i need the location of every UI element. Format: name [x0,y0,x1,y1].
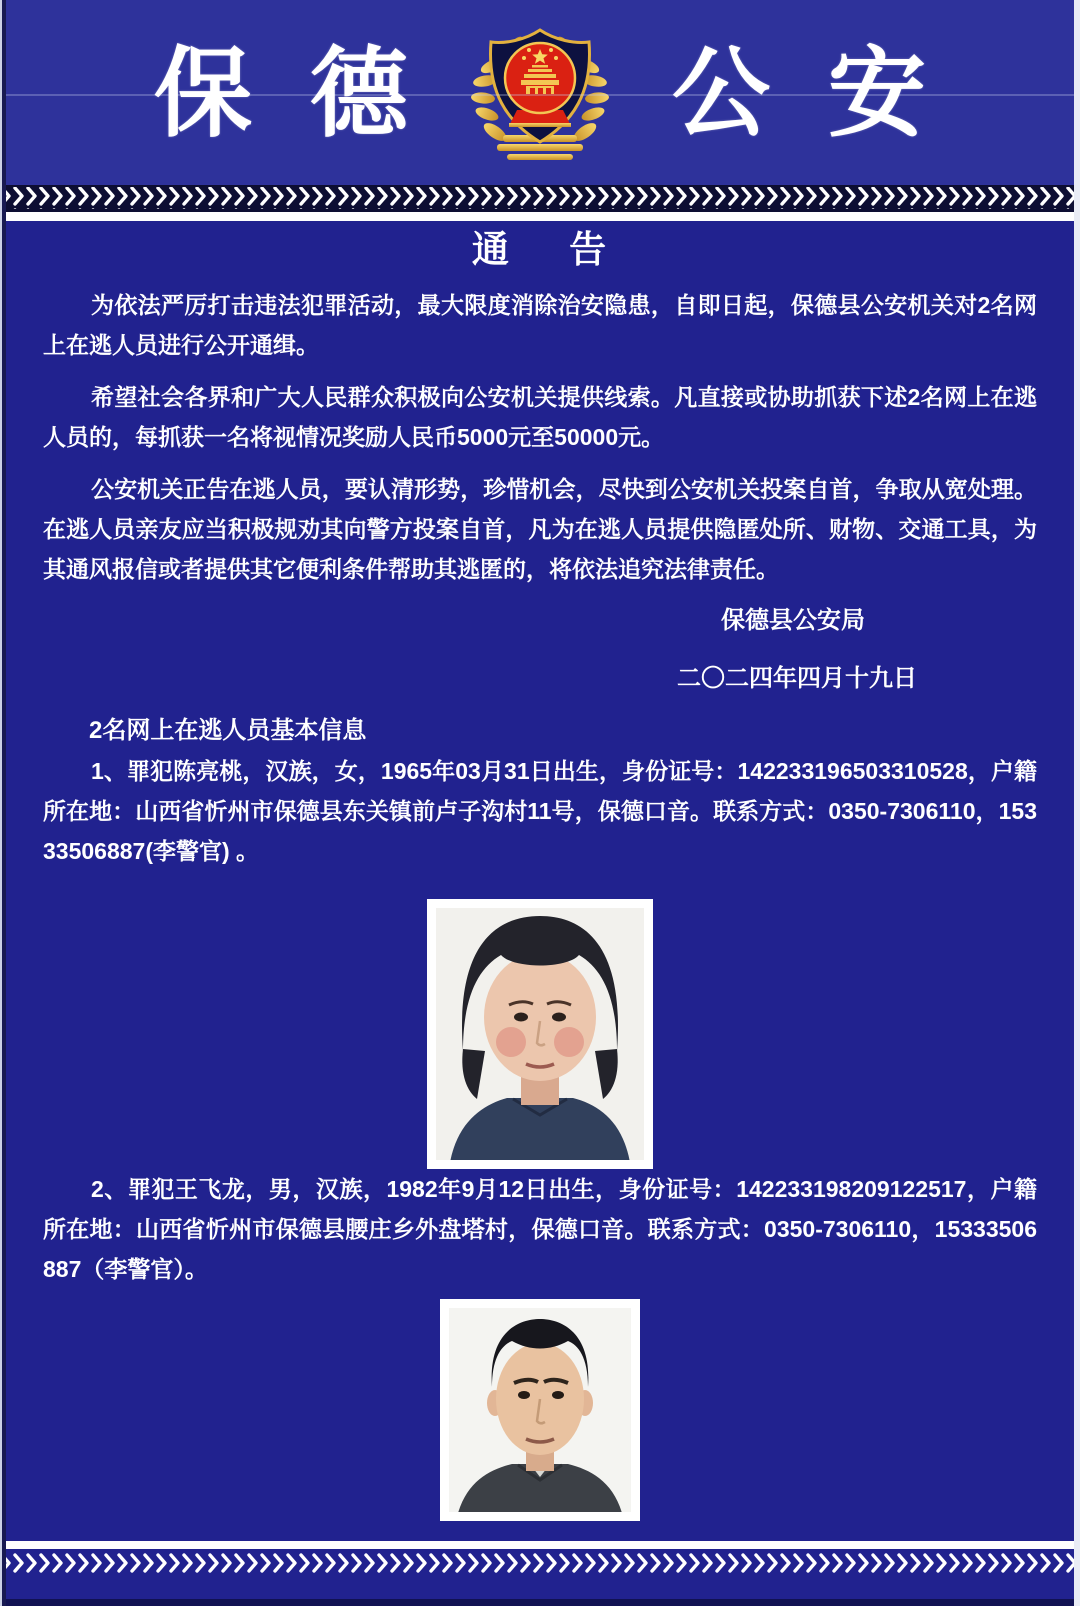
female-suspect-id-photo [427,899,653,1169]
notice-paragraph-2: 希望社会各界和广大人民群众积极向公安机关提供线索。凡直接或协助抓获下述2名网上在逃人员的，每抓获一名将视情况奖励人民币5000元至50000元。 [43,384,1037,450]
issuing-authority: 保德县公安局 [721,607,865,634]
issue-date: 二〇二四年四月十九日 [677,665,917,692]
police-badge-icon [455,18,625,168]
suspects-section-heading: 2名网上在逃人员基本信息 [89,717,367,744]
suspect-1-info: 1、罪犯陈亮桃，汉族，女，1965年03月31日出生，身份证号：142233196503310528，户籍所在地：山西省忻州市保德县东关镇前卢子沟村11号，保德口音。联系方式：0350-7306110，15333506887(李警官) 。 [43,758,1037,864]
notice-paragraph-3: 公安机关正告在逃人员，要认清形势，珍惜机会，尽快到公安机关投案自首，争取从宽处理。在逃人员亲友应当积极规劝其向警方投案自首，凡为在逃人员提供隐匿处所、财物、交通工具，为其通风报信或者提供其它便利条件帮助其逃匿的，将依法追究法律责任。 [43,476,1037,582]
header-char-an: 安 [828,40,927,149]
notice-paragraph-1: 为依法严厉打击违法犯罪活动，最大限度消除治安隐患，自即日起，保德县公安机关对2名网上在逃人员进行公开通缉。 [43,292,1037,358]
suspect-2-photo [43,1299,1037,1521]
right-edge-artifact [1074,0,1080,1606]
notice-title: 通 告 [471,229,609,270]
bottom-chevron-band [0,1552,1080,1574]
header-char-bao: 保 [153,40,252,149]
header-char-gong: 公 [672,40,771,149]
header-char-de: 德 [309,40,408,149]
top-white-rule [0,212,1080,221]
male-suspect-id-photo [440,1299,640,1521]
left-edge-shadow [2,0,6,1606]
suspect-2-info: 2、罪犯王飞龙，男，汉族，1982年9月12日出生，身份证号：142233198209122517，户籍所在地：山西省忻州市保德县腰庄乡外盘塔村，保德口音。联系方式：0350-7306110，15333506887（李警官）。 [43,1176,1037,1282]
notice-body [0,227,1080,1521]
header-banner [0,0,1080,185]
top-chevron-band [0,185,1080,212]
bottom-white-rule [0,1541,1080,1549]
bottom-dark-strip [0,1599,1080,1606]
suspect-1-photo [43,899,1037,1169]
